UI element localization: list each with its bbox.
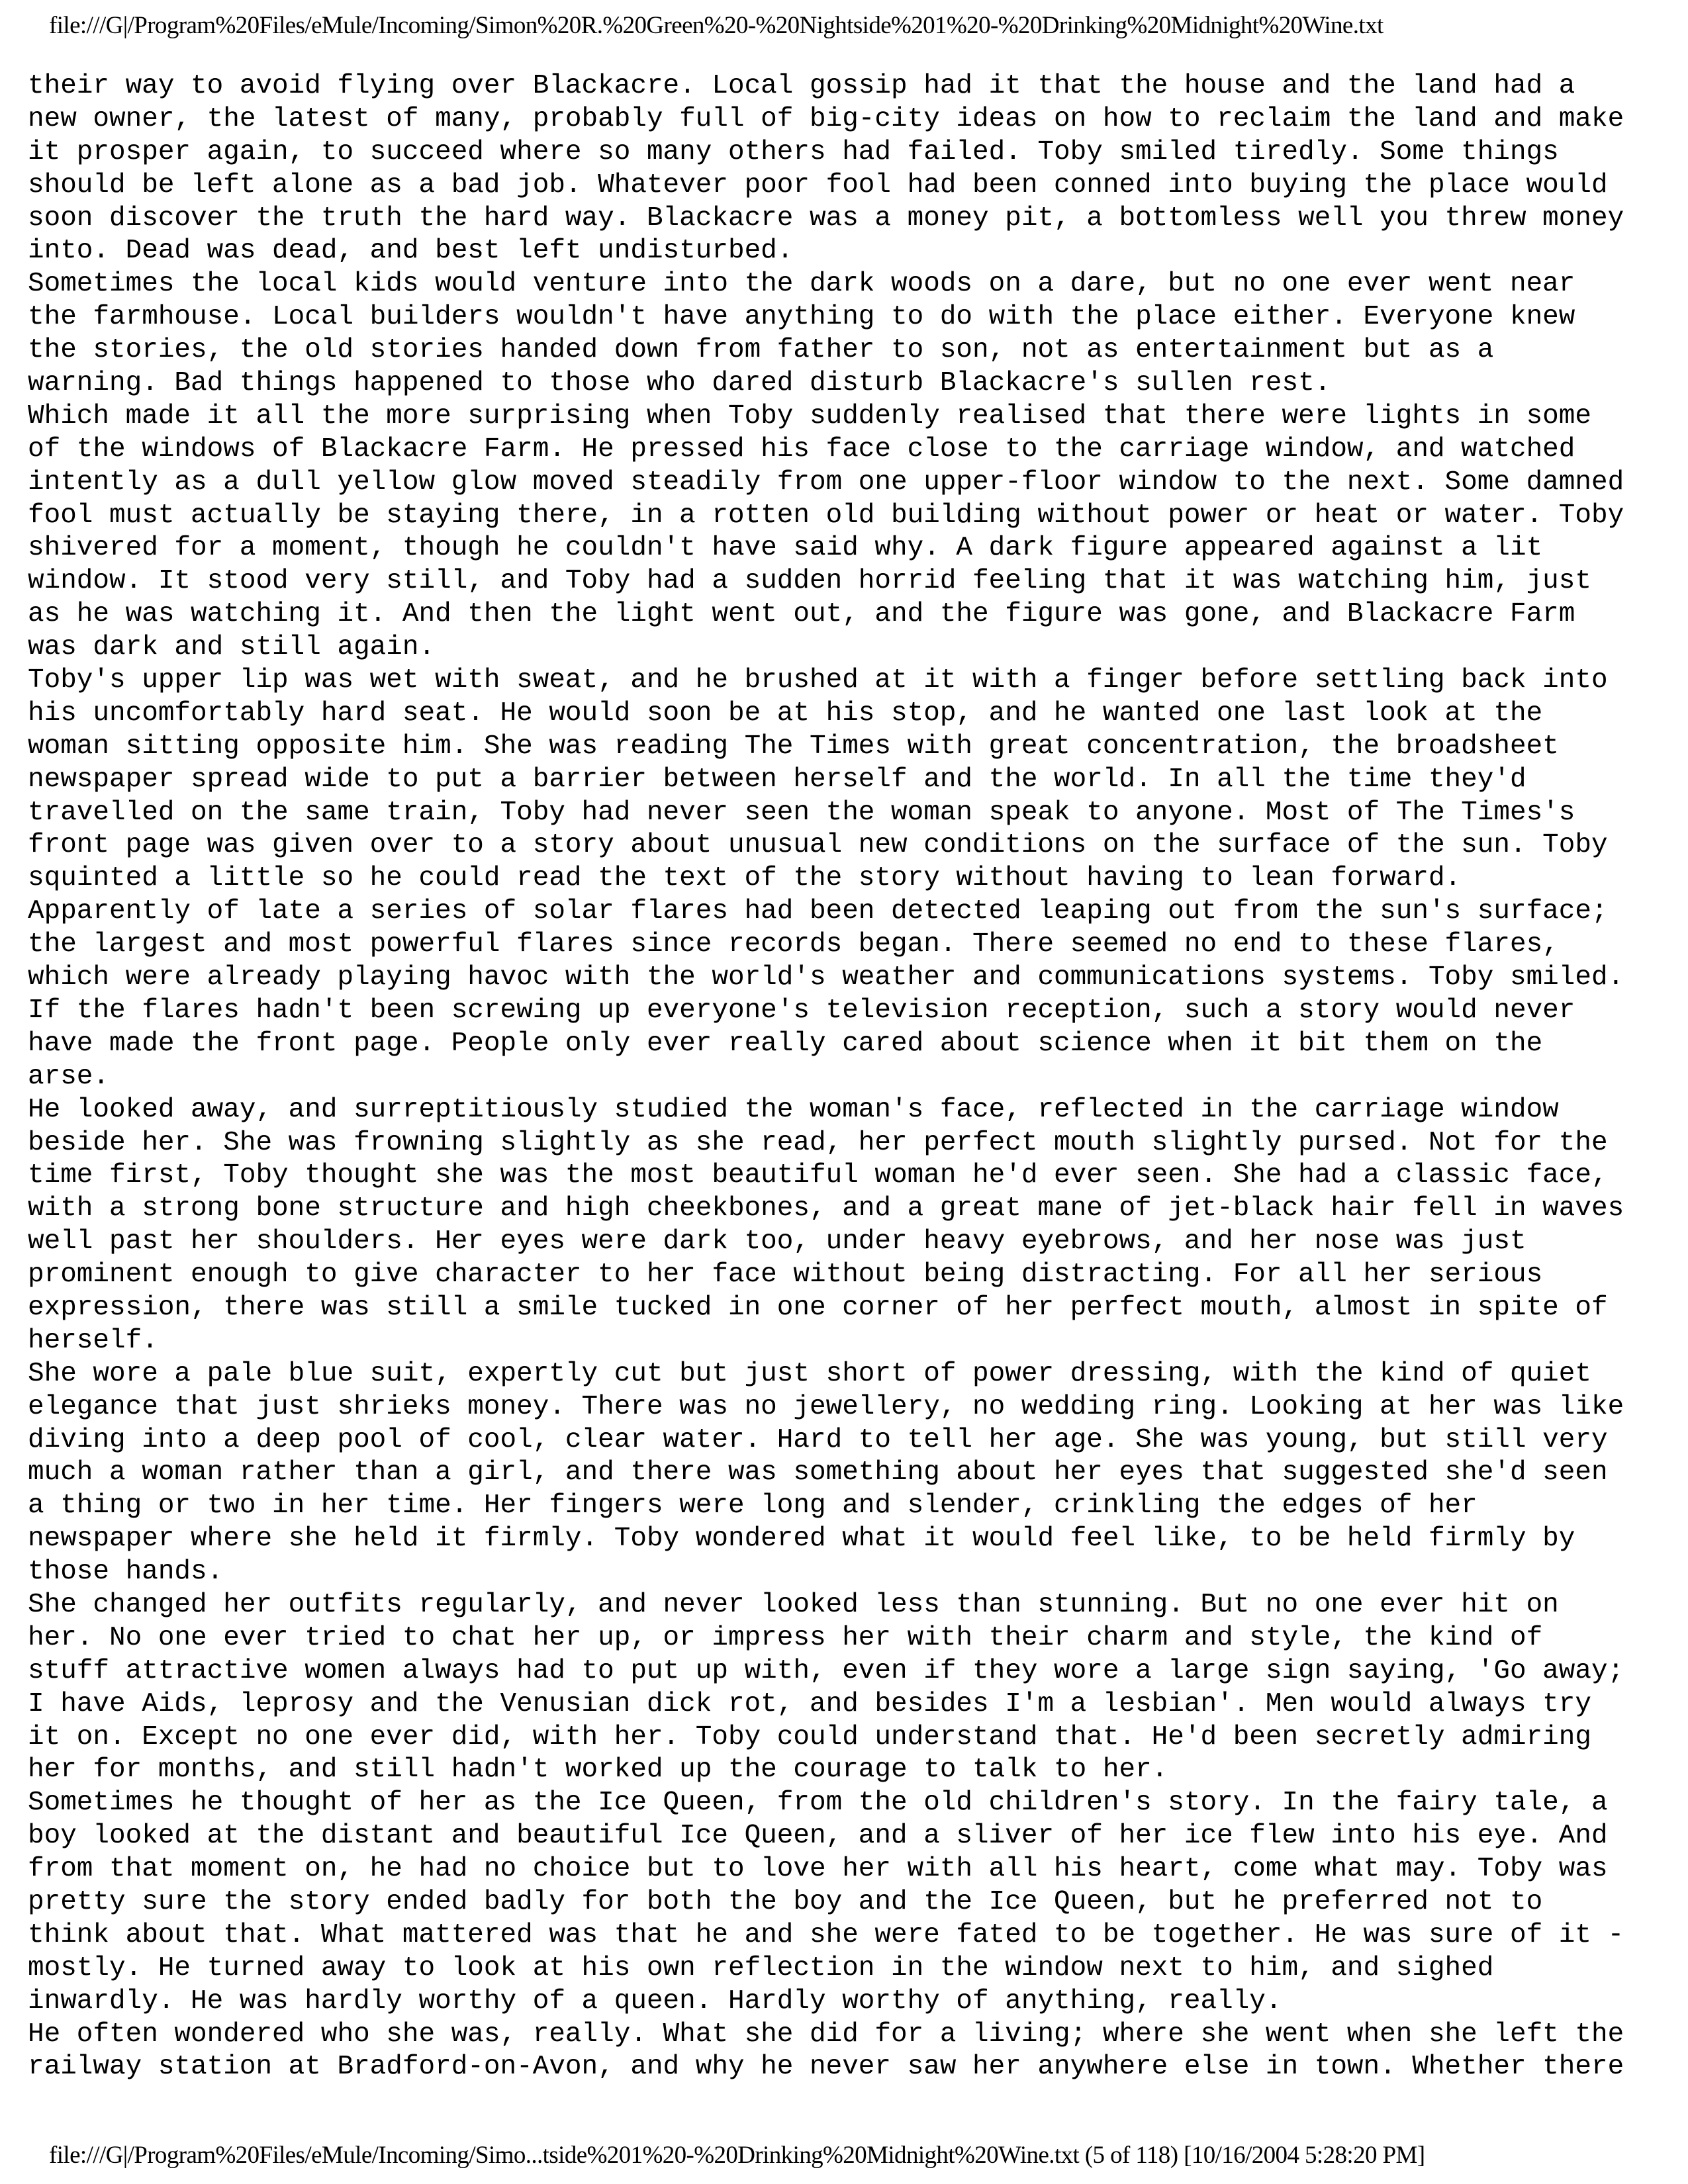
text-line: well past her shoulders. Her eyes were dark too, under heavy eyebrows, and her nose was just	[28, 1226, 1526, 1257]
text-line: prominent enough to give character to her face without being distracting. For all her serious	[28, 1259, 1543, 1291]
text-line: into. Dead was dead, and best left undisturbed.	[28, 236, 794, 267]
text-line: diving into a deep pool of cool, clear water. Hard to tell her age. She was young, but still very	[28, 1424, 1608, 1455]
text-line: newspaper where she held it firmly. Toby wondered what it would feel like, to be held firmly by	[28, 1524, 1575, 1555]
text-line: expression, there was still a smile tucked in one corner of her perfect mouth, almost in spite of	[28, 1292, 1608, 1323]
text-line: it on. Except no one ever did, with her. Toby could understand that. He'd been secretly admiring	[28, 1721, 1591, 1752]
text-line: newspaper spread wide to put a barrier between herself and the world. In all the time they'd	[28, 764, 1526, 795]
text-line: stuff attractive women always had to put up with, even if they wore a large sign saying, 'Go away;	[28, 1655, 1624, 1686]
text-line: the largest and most powerful flares since records began. There seemed no end to these flares,	[28, 929, 1559, 960]
text-line: Apparently of late a series of solar flares had been detected leaping out from the sun's surface;	[28, 896, 1608, 927]
text-line: have made the front page. People only ever really cared about science when it bit them on the	[28, 1028, 1543, 1059]
text-line: much a woman rather than a girl, and there was something about her eyes that suggested she'd seen	[28, 1457, 1608, 1488]
text-line: shivered for a moment, though he couldn't have said why. A dark figure appeared against a lit	[28, 533, 1543, 564]
page-header-file-path: file:///G|/Program%20Files/eMule/Incoming/Simon%20R.%20Green%20-%20Nightside%201%20-%20Drinking%20Midnight%20Wine.txt	[49, 12, 1383, 39]
text-line: her. No one ever tried to chat her up, or impress her with their charm and style, the kind of	[28, 1622, 1543, 1653]
text-line: from that moment on, he had no choice but to love her with all his heart, come what may. Toby was	[28, 1854, 1608, 1885]
text-line: boy looked at the distant and beautiful Ice Queen, and a sliver of her ice flew into his eye. And	[28, 1821, 1608, 1852]
text-line: time first, Toby thought she was the most beautiful woman he'd ever seen. She had a classic face,	[28, 1160, 1608, 1191]
text-line: which were already playing havoc with the world's weather and communications systems. Toby smiled.	[28, 962, 1624, 993]
text-line: If the flares hadn't been screwing up everyone's television reception, such a story would never	[28, 995, 1575, 1026]
text-line: mostly. He turned away to look at his own reflection in the window next to him, and sighed	[28, 1952, 1494, 1983]
text-line: Sometimes he thought of her as the Ice Queen, from the old children's story. In the fairy tale, a	[28, 1788, 1608, 1819]
text-line: Which made it all the more surprising when Toby suddenly realised that there were lights in some	[28, 400, 1591, 432]
text-line: should be left alone as a bad job. Whatever poor fool had been conned into buying the place would	[28, 169, 1608, 201]
text-line: of the windows of Blackacre Farm. He pressed his face close to the carriage window, and watched	[28, 433, 1575, 465]
text-line: their way to avoid flying over Blackacre. Local gossip had it that the house and the land had a	[28, 71, 1575, 101]
text-line: a thing or two in her time. Her fingers were long and slender, crinkling the edges of her	[28, 1490, 1477, 1522]
text-line: elegance that just shrieks money. There was no jewellery, no wedding ring. Looking at her was like	[28, 1391, 1624, 1422]
text-line: new owner, the latest of many, probably full of big-city ideas on how to reclaim the land and make	[28, 103, 1624, 134]
text-line: railway station at Bradford-on-Avon, and why he never saw her anywhere else in town. Whether there	[28, 2052, 1624, 2083]
text-line: it prosper again, to succeed where so many others had failed. Toby smiled tiredly. Some things	[28, 136, 1559, 167]
text-line: He often wondered who she was, really. What she did for a living; where she went when she left the	[28, 2019, 1624, 2050]
text-line: herself.	[28, 1325, 158, 1356]
text-line: his uncomfortably hard seat. He would soon be at his stop, and he wanted one last look at the	[28, 698, 1543, 729]
text-line: soon discover the truth the hard way. Blackacre was a money pit, a bottomless well you threw money	[28, 203, 1624, 234]
text-line: the farmhouse. Local builders wouldn't have anything to do with the place either. Everyone knew	[28, 302, 1575, 333]
text-line: Toby's upper lip was wet with sweat, and he brushed at it with a finger before settling back into	[28, 665, 1608, 696]
text-line: She wore a pale blue suit, expertly cut but just short of power dressing, with the kind of quiet	[28, 1358, 1591, 1389]
text-line: woman sitting opposite him. She was reading The Times with great concentration, the broadsheet	[28, 731, 1559, 762]
text-line: window. It stood very still, and Toby had a sudden horrid feeling that it was watching him, just	[28, 566, 1591, 597]
text-line: inwardly. He was hardly worthy of a queen. Hardly worthy of anything, really.	[28, 1985, 1282, 2017]
document-body	[28, 70, 1669, 2084]
text-line: think about that. What mattered was that he and she were fated to be together. He was sure of it -	[28, 1919, 1624, 1950]
text-line: warning. Bad things happened to those who dared disturb Blackacre's sullen rest.	[28, 368, 1331, 399]
text-line: squinted a little so he could read the text of the story without having to lean forward.	[28, 863, 1462, 894]
text-line: beside her. She was frowning slightly as she read, her perfect mouth slightly pursed. Not for the	[28, 1127, 1608, 1158]
text-line: fool must actually be staying there, in a rotten old building without power or heat or water. Toby	[28, 500, 1624, 531]
text-line: Sometimes the local kids would venture into the dark woods on a dare, but no one ever went near	[28, 269, 1575, 300]
text-line: pretty sure the story ended badly for both the boy and the Ice Queen, but he preferred not to	[28, 1886, 1543, 1917]
text-line: She changed her outfits regularly, and never looked less than stunning. But no one ever hit on	[28, 1589, 1559, 1620]
text-line: those hands.	[28, 1557, 224, 1588]
page-footer-page-info: file:///G|/Program%20Files/eMule/Incoming/Simo...tside%201%20-%20Drinking%20Midnight%20Wine.txt (5 of 118) [10/16/2004 5:28:20 PM]	[49, 2142, 1425, 2169]
text-line: as he was watching it. And then the light went out, and the figure was gone, and Blackacre Farm	[28, 599, 1575, 630]
text-line: the stories, the old stories handed down from father to son, not as entertainment but as a	[28, 335, 1494, 366]
text-line: I have Aids, leprosy and the Venusian dick rot, and besides I'm a lesbian'. Men would always try	[28, 1688, 1591, 1719]
text-line: travelled on the same train, Toby had never seen the woman speak to anyone. Most of The Times's	[28, 797, 1575, 828]
text-line: her for months, and still hadn't worked up the courage to talk to her.	[28, 1754, 1168, 1786]
text-line: front page was given over to a story about unusual new conditions on the surface of the sun. Toby	[28, 830, 1608, 861]
text-line: He looked away, and surreptitiously studied the woman's face, reflected in the carriage window	[28, 1094, 1559, 1125]
text-line: arse.	[28, 1061, 110, 1092]
text-line: was dark and still again.	[28, 632, 436, 663]
text-line: intently as a dull yellow glow moved steadily from one upper-floor window to the next. Some damned	[28, 467, 1624, 498]
text-line: with a strong bone structure and high cheekbones, and a great mane of jet-black hair fell in waves	[28, 1193, 1624, 1224]
